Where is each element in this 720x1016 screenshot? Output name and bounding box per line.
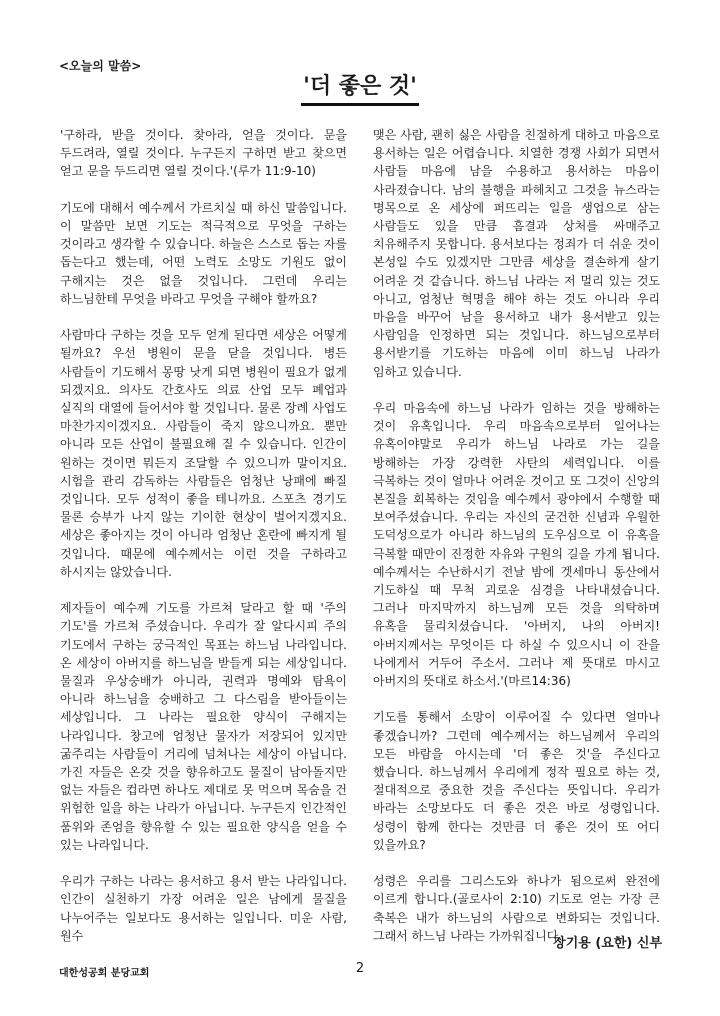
paragraph-forgiveness-cont: 맺은 사람, 괜히 싫은 사람을 친절하게 대하고 마음으로 용서하는 일은 어렵습니다. 치열한 경쟁 사회가 되면서 사람들 마음에 남을 수용하고 용서하는 마음이 사라졌습니다. 남의 불행을 파헤치고 그것을 뉴스라는 명목으로 온 세상에 퍼뜨리는 일을 생업으로 삼는 사람들도 있을 만큼 흠결과 상처를 싸매주고 치유해주지 못합니다. 용서보다는 정죄가 더 쉬운 것이 본성일 수도 있겠지만 그만큼 세상을 결손하게 살기 어려운 것 같습니다. 하느님 나라는 저 멀리 있는 것도 아니고, 엄청난 혁명을 해야 하는 것도 아니라 우리 마음을 바꾸어 남을 용서하고 내가 용서받고 있는 사람임을 인정하면 되는 것입니다. 하느님으로부터 용서받기를 기도하는 마음에 이미 하느님 나라가 임하고 있습니다. [373,128,660,379]
left-column [60,126,347,963]
right-column [373,126,660,963]
paragraph-scripture-quote: '구하라, 받을 것이다. 찾아라, 얻을 것이다. 문을 두드려라, 열릴 것이다. 누구든지 구하면 받고 찾으면 얻고 문을 두드리면 열릴 것이다.'(루가 11:9-10) [60,128,347,179]
paragraph-better-thing: 기도를 통해서 소망이 이루어질 수 있다면 얼마나 좋겠습니까? 그런데 예수께서는 하느님께서 우리의 모든 바람을 아시는데 '더 좋은 것'을 주신다고 했습니다. 하느님께서 우리에게 정작 필요로 하는 것, 절대적으로 중요한 것을 주신다는 뜻입니다. 우리가 바라는 소망보다도 더 좋은 것은 바로 성령입니다. 성령이 함께 한다는 것만큼 더 좋은 것이 또 어디 있을까요? [373,710,660,852]
paragraph-holy-spirit: 성령은 우리를 그리스도와 하나가 됨으로써 완전에 이르게 합니다.(골로사이 2:10) 기도로 얻는 가장 큰 축복은 내가 하느님의 사람으로 변화되는 것입니다. 그래서 하느님 나라는 가까워집니다. [373,874,660,943]
section-label: <오늘의 말씀> [59,59,142,73]
page-title: '더 좋은 것' [301,72,419,106]
church-name: 대한성공회 분당교회 [59,968,150,979]
paragraph-if-all-granted: 사람마다 구하는 것을 모두 얻게 된다면 세상은 어떻게 될까요? 우선 병원이 문을 닫을 것입니다. 병든 사람들이 기도해서 몽땅 낫게 되면 병원이 필요가 없게 되겠지요. 의사도 간호사도 의료 산업 모두 폐업과 실직의 대열에 들어서야 할 것입니다. 물론 장례 사업도 마찬가지이겠지요. 사람들이 죽지 않으니까요. 뿐만 아니라 모든 산업이 불필요해 질 수 있습니다. 인간이 원하는 것이면 뭐든지 조달할 수 있으니까 말이지요. 시험을 관리 감독하는 사람들은 엄청난 낭패에 빠질 것입니다. 모두 성적이 좋을 테니까요. 스포츠 경기도 물론 승부가 나지 않는 기이한 현상이 벌어지겠지요. 세상은 좋아지는 것이 아니라 엄청난 혼란에 빠지게 될 것입니다. 때문에 예수께서는 이런 것을 구하라고 하시지는 않았습니다. [60,328,347,579]
paragraph-forgiveness-start: 우리가 구하는 나라는 용서하고 용서 받는 나라입니다. 인간이 실천하기 가장 어려운 일은 남에게 물질을 나누어주는 일보다도 용서하는 일입니다. 미운 사람, 원수 [60,874,347,943]
paragraph-prayer-intro: 기도에 대해서 예수께서 가르치실 때 하신 말씀입니다. 이 말씀만 보면 기도는 적극적으로 무엇을 구하는 것이라고 생각할 수 있습니다. 하늘은 스스로 돕는 자를 돕는다고 했는데, 어떤 노력도 소망도 기원도 없이 구해지는 것은 없을 것입니다. 그런데 우리는 하느님한테 무엇을 바라고 무엇을 구해야 할까요? [60,200,347,306]
paragraph-lords-prayer: 제자들이 예수께 기도를 가르쳐 달라고 할 때 '주의 기도'를 가르쳐 주셨습니다. 우리가 잘 알다시피 주의 기도에서 구하는 궁극적인 목표는 하느님 나라입니다. 온 세상이 아버지를 하느님을 받들게 되는 세상입니다. 물질과 우상숭배가 아니라, 권력과 명예와 탐욕이 아니라 하느님을 숭배하고 그 다스림을 받아들이는 세상입니다. 그 나라는 필요한 양식이 구해지는 나라입니다. 창고에 엄청난 물자가 저장되어 있지만 굶주리는 사람들이 거리에 넘쳐나는 세상이 아닙니다. 가진 자들은 온갖 것을 향유하고도 물질이 남아돌지만 없는 자들은 컵라면 하나도 제대로 못 먹으며 목숨을 건 위험한 일을 하는 나라가 아닙니다. 누구든지 인간적인 품위와 존엄을 향유할 수 있는 필요한 양식을 얻을 수 있는 나라입니다. [60,601,347,852]
author-signature: 장기용 (요한) 신부 [553,936,662,951]
paragraph-temptation: 우리 마음속에 하느님 나라가 임하는 것을 방해하는 것이 유혹입니다. 우리 마음속으로부터 일어나는 유혹이야말로 우리가 하느님 나라로 가는 길을 방해하는 가장 강력한 사탄의 세력입니다. 이를 극복하는 것이 얼마나 어려운 것이고 또 그것이 신앙의 본질을 회복하는 것임을 예수께서 광야에서 수행할 때 보여주셨습니다. 우리는 자신의 굳건한 신념과 우월한 도덕성으로가 아니라 하느님의 도우심으로 이 유혹을 극복할 때만이 진정한 자유와 구원의 길을 가게 됩니다. 예수께서는 수난하시기 전날 밤에 겟세마니 동산에서 기도하실 때 무척 괴로운 심경을 나타내셨습니다. 그러나 마지막까지 하느님께 모든 것을 의탁하며 유혹을 물리치셨습니다. '아버지, 나의 아버지! 아버지께서는 무엇이든 다 하실 수 있으시니 이 잔을 나에게서 거두어 주소서. 그러나 제 뜻대로 마시고 아버지의 뜻대로 하소서.'(마르14:36) [373,401,660,689]
page-number: 2 [355,961,365,976]
